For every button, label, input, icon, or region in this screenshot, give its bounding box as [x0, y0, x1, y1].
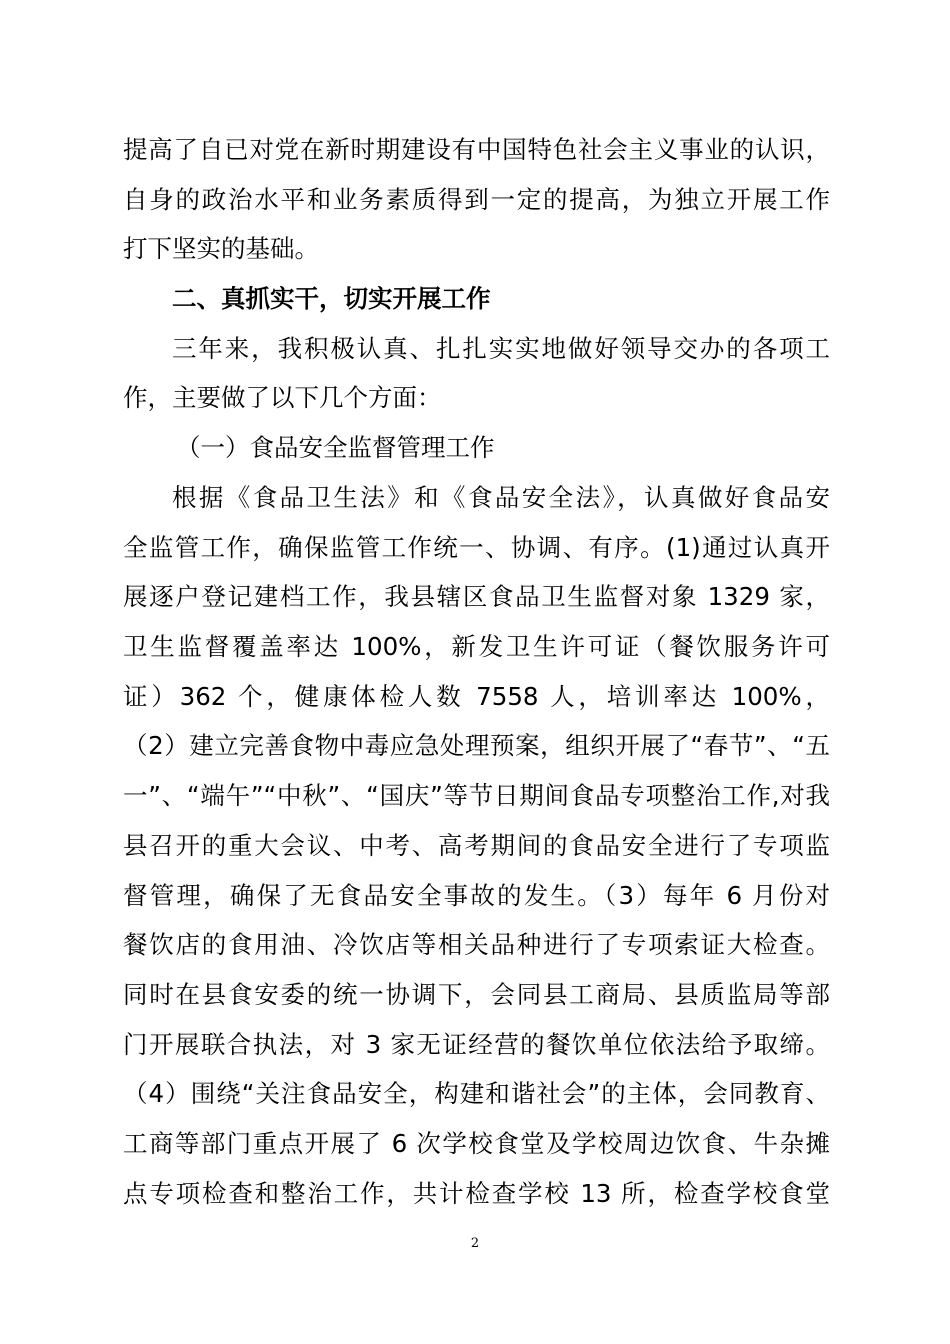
body-text-line: 同时在县食安委的统一协调下，会同县工商局、县质监局等部: [123, 980, 830, 1009]
body-text-line: （2）建立完善食物中毒应急处理预案，组织开展了“春节”、“五: [123, 731, 830, 760]
body-text-line: 展逐户登记建档工作，我县辖区食品卫生监督对象 1329 家，: [123, 582, 830, 611]
body-text-line: 自身的政治水平和业务素质得到一定的提高，为独立开展工作: [123, 185, 830, 214]
body-text-line: 三年来，我积极认真、扎扎实实地做好领导交办的各项工: [172, 334, 830, 363]
body-text-line: 提高了自已对党在新时期建设有中国特色社会主义事业的认识，: [123, 135, 830, 164]
section-heading: 二、真抓实干，切实开展工作: [172, 284, 491, 313]
body-text-line: 卫生监督覆盖率达 100%，新发卫生许可证（餐饮服务许可: [123, 632, 830, 661]
body-text-line: 根据《食品卫生法》和《食品安全法》，认真做好食品安: [172, 483, 830, 512]
page-number: 2: [470, 1236, 480, 1251]
body-text-line: 作，主要做了以下几个方面：: [123, 383, 442, 412]
body-text-line: 工商等部门重点开展了 6 次学校食堂及学校周边饮食、牛杂摊: [123, 1129, 830, 1158]
body-text-line: 点专项检查和整治工作，共计检查学校 13 所，检查学校食堂: [123, 1179, 830, 1208]
body-text-line: （4）围绕“关注食品安全，构建和谐社会”的主体，会同教育、: [123, 1079, 830, 1108]
body-text-line: 全监管工作，确保监管工作统一、协调、有序。(1)通过认真开: [123, 533, 830, 562]
body-text-line: 县召开的重大会议、中考、高考期间的食品安全进行了专项监: [123, 831, 830, 860]
subsection-heading: （一）食品安全监督管理工作: [176, 433, 495, 462]
body-text-line: 一”、“端午”“中秋”、“国庆”等节日期间食品专项整治工作,对我: [123, 781, 830, 810]
body-text-line: 门开展联合执法，对 3 家无证经营的餐饮单位依法给予取缔。: [123, 1030, 830, 1059]
body-text-line: 餐饮店的食用油、冷饮店等相关品种进行了专项索证大检查。: [123, 930, 830, 959]
body-text-line: 督管理，确保了无食品安全事故的发生。（3）每年 6 月份对: [123, 881, 830, 910]
body-text-line: 证）362 个，健康体检人数 7558 人，培训率达 100%，: [123, 682, 830, 711]
body-text-line: 打下坚实的基础。: [123, 234, 319, 263]
